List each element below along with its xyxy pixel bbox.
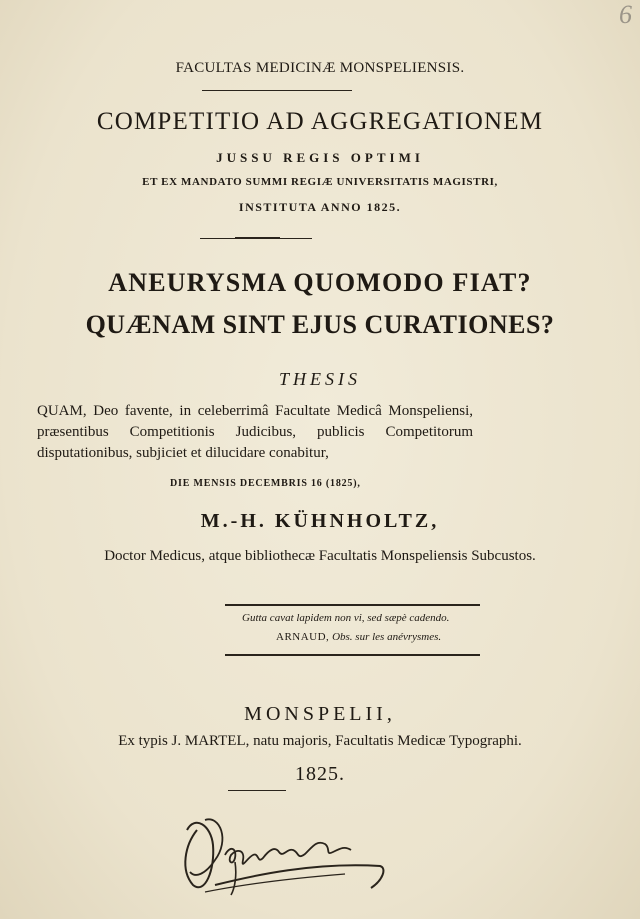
handwritten-signature <box>175 800 395 910</box>
corner-pencil-mark: 6 <box>619 0 632 29</box>
author-title: Doctor Medicus, atque bibliothecæ Facultatis Monspeliensis Subcustos. <box>104 548 536 564</box>
ornament-rule-center <box>235 237 280 239</box>
body-lead-word: QUAM <box>37 403 83 419</box>
epigraph-rule-top <box>225 604 480 606</box>
imprint-city: MONSPELII, <box>244 703 396 725</box>
rule-under-faculty <box>202 90 352 91</box>
question-line-2: QUÆNAM SINT EJUS CURATIONES? <box>85 310 555 339</box>
thesis-body <box>37 401 473 464</box>
epigraph-author: ARNAUD, <box>276 631 330 643</box>
thesis-label: THESIS <box>279 369 361 389</box>
faculty-heading: FACULTAS MEDICINÆ MONSPELIENSIS. <box>175 60 465 76</box>
epigraph-rule-bottom <box>225 654 480 656</box>
competition-title: COMPETITIO AD AGGREGATIONEM <box>96 108 544 135</box>
rule-under-year <box>228 790 286 791</box>
question-line-1: ANEURYSMA QUOMODO FIAT? <box>108 268 532 297</box>
mandato-line: ET EX MANDATO SUMMI REGIÆ UNIVERSITATIS MAGISTRI, <box>142 176 498 188</box>
imprint-year: 1825. <box>295 763 345 785</box>
instituta-line: INSTITUTA ANNO 1825. <box>238 200 402 214</box>
body-text: , Deo favente, in celeberrimâ Facultate Medicâ Monspeliensi, præsentibus Competitionis Judicibus, publicis Competitorum disputationibus, subjiciet et dilucidare conabitur, <box>37 403 473 461</box>
imprint-printer: Ex typis J. MARTEL, natu majoris, Facultatis Medicæ Typographi. <box>118 733 522 749</box>
epigraph-attribution <box>276 631 441 643</box>
epigraph-text: Gutta cavat lapidem non vi, sed sæpè cadendo. <box>242 612 450 624</box>
jussu-line: JUSSU REGIS OPTIMI <box>216 150 424 165</box>
epigraph-source: Obs. sur les anévrysmes. <box>332 631 442 643</box>
date-line: DIE MENSIS DECEMBRIS 16 (1825), <box>170 478 361 489</box>
author-name: M.-H. KÜHNHOLTZ, <box>200 510 440 532</box>
